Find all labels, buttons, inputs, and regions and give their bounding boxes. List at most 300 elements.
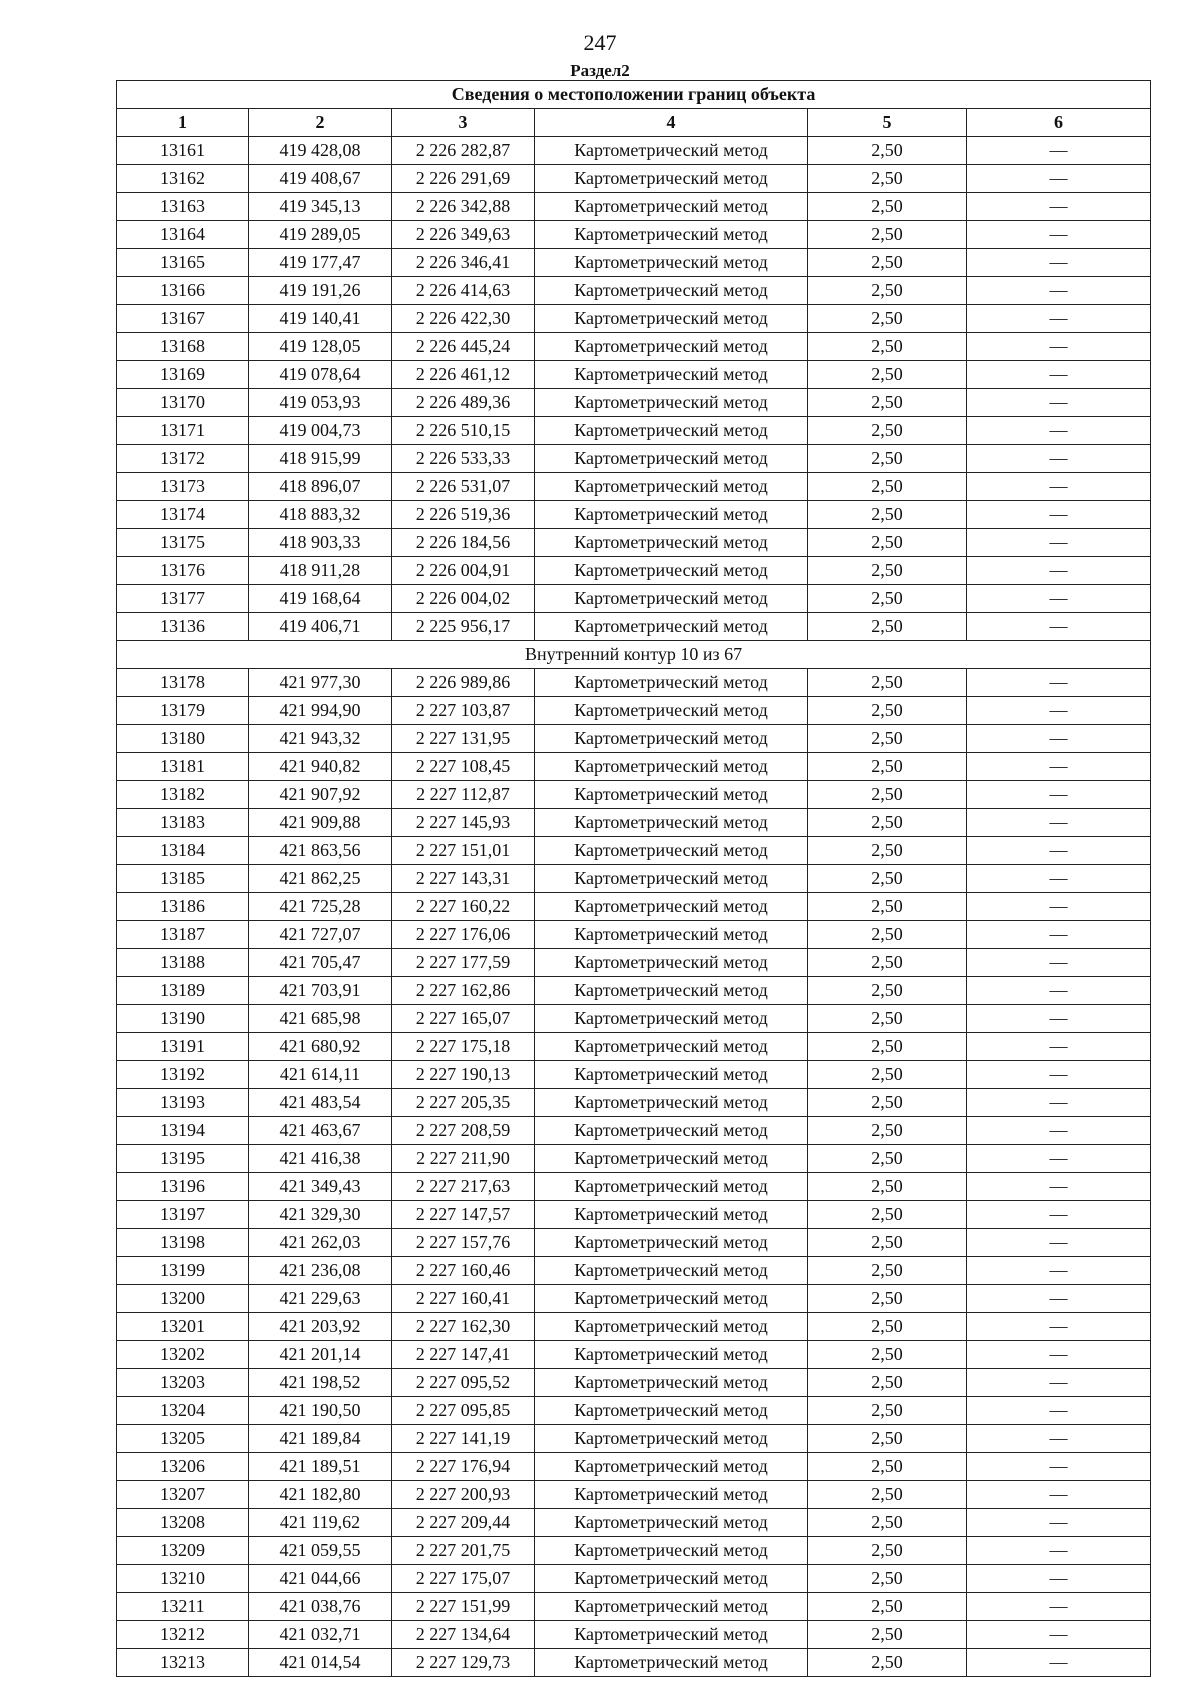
description-cell: — xyxy=(967,893,1151,921)
y-coordinate-cell: 2 227 176,06 xyxy=(392,921,535,949)
accuracy-cell: 2,50 xyxy=(808,193,967,221)
y-coordinate-cell: 2 227 112,87 xyxy=(392,781,535,809)
x-coordinate-cell: 421 685,98 xyxy=(249,1005,392,1033)
point-number-cell: 13161 xyxy=(117,137,249,165)
accuracy-cell: 2,50 xyxy=(808,1117,967,1145)
method-cell: Картометрический метод xyxy=(535,1537,808,1565)
x-coordinate-cell: 421 198,52 xyxy=(249,1369,392,1397)
point-number-cell: 13179 xyxy=(117,697,249,725)
x-coordinate-cell: 421 203,92 xyxy=(249,1313,392,1341)
accuracy-cell: 2,50 xyxy=(808,333,967,361)
accuracy-cell: 2,50 xyxy=(808,473,967,501)
table-row xyxy=(117,949,1151,977)
table-row xyxy=(117,977,1151,1005)
x-coordinate-cell: 419 078,64 xyxy=(249,361,392,389)
x-coordinate-cell: 421 680,92 xyxy=(249,1033,392,1061)
accuracy-cell: 2,50 xyxy=(808,977,967,1005)
column-header: 3 xyxy=(392,109,535,137)
method-cell: Картометрический метод xyxy=(535,501,808,529)
y-coordinate-cell: 2 227 157,76 xyxy=(392,1229,535,1257)
description-cell: — xyxy=(967,977,1151,1005)
x-coordinate-cell: 421 032,71 xyxy=(249,1621,392,1649)
description-cell: — xyxy=(967,1621,1151,1649)
point-number-cell: 13181 xyxy=(117,753,249,781)
method-cell: Картометрический метод xyxy=(535,1117,808,1145)
table-row xyxy=(117,557,1151,585)
description-cell: — xyxy=(967,865,1151,893)
table-row xyxy=(117,753,1151,781)
method-cell: Картометрический метод xyxy=(535,137,808,165)
x-coordinate-cell: 421 262,03 xyxy=(249,1229,392,1257)
description-cell: — xyxy=(967,1649,1151,1677)
y-coordinate-cell: 2 227 134,64 xyxy=(392,1621,535,1649)
point-number-cell: 13162 xyxy=(117,165,249,193)
table-row xyxy=(117,1005,1151,1033)
accuracy-cell: 2,50 xyxy=(808,1033,967,1061)
y-coordinate-cell: 2 227 095,85 xyxy=(392,1397,535,1425)
y-coordinate-cell: 2 226 004,02 xyxy=(392,585,535,613)
accuracy-cell: 2,50 xyxy=(808,669,967,697)
table-row xyxy=(117,1061,1151,1089)
x-coordinate-cell: 421 038,76 xyxy=(249,1593,392,1621)
y-coordinate-cell: 2 226 414,63 xyxy=(392,277,535,305)
description-cell: — xyxy=(967,1145,1151,1173)
y-coordinate-cell: 2 227 131,95 xyxy=(392,725,535,753)
accuracy-cell: 2,50 xyxy=(808,921,967,949)
accuracy-cell: 2,50 xyxy=(808,1201,967,1229)
point-number-cell: 13193 xyxy=(117,1089,249,1117)
description-cell: — xyxy=(967,193,1151,221)
accuracy-cell: 2,50 xyxy=(808,165,967,193)
accuracy-cell: 2,50 xyxy=(808,1257,967,1285)
table-caption: Сведения о местоположении границ объекта xyxy=(117,81,1151,109)
x-coordinate-cell: 421 994,90 xyxy=(249,697,392,725)
column-number-row xyxy=(117,109,1151,137)
accuracy-cell: 2,50 xyxy=(808,137,967,165)
accuracy-cell: 2,50 xyxy=(808,1565,967,1593)
y-coordinate-cell: 2 227 129,73 xyxy=(392,1649,535,1677)
point-number-cell: 13191 xyxy=(117,1033,249,1061)
table-row xyxy=(117,1117,1151,1145)
y-coordinate-cell: 2 227 211,90 xyxy=(392,1145,535,1173)
description-cell: — xyxy=(967,1481,1151,1509)
point-number-cell: 13189 xyxy=(117,977,249,1005)
x-coordinate-cell: 419 004,73 xyxy=(249,417,392,445)
point-number-cell: 13164 xyxy=(117,221,249,249)
description-cell: — xyxy=(967,333,1151,361)
y-coordinate-cell: 2 227 147,41 xyxy=(392,1341,535,1369)
description-cell: — xyxy=(967,529,1151,557)
y-coordinate-cell: 2 227 176,94 xyxy=(392,1453,535,1481)
y-coordinate-cell: 2 227 143,31 xyxy=(392,865,535,893)
table-row xyxy=(117,221,1151,249)
accuracy-cell: 2,50 xyxy=(808,1285,967,1313)
description-cell: — xyxy=(967,1061,1151,1089)
x-coordinate-cell: 421 703,91 xyxy=(249,977,392,1005)
description-cell: — xyxy=(967,1173,1151,1201)
accuracy-cell: 2,50 xyxy=(808,249,967,277)
table-row xyxy=(117,277,1151,305)
description-cell: — xyxy=(967,1397,1151,1425)
description-cell: — xyxy=(967,809,1151,837)
point-number-cell: 13192 xyxy=(117,1061,249,1089)
point-number-cell: 13199 xyxy=(117,1257,249,1285)
method-cell: Картометрический метод xyxy=(535,1341,808,1369)
contour-label-row xyxy=(117,641,1151,669)
y-coordinate-cell: 2 226 445,24 xyxy=(392,333,535,361)
x-coordinate-cell: 419 191,26 xyxy=(249,277,392,305)
table-row xyxy=(117,1285,1151,1313)
table-body-group-2 xyxy=(117,669,1151,1677)
method-cell: Картометрический метод xyxy=(535,865,808,893)
point-number-cell: 13175 xyxy=(117,529,249,557)
y-coordinate-cell: 2 227 147,57 xyxy=(392,1201,535,1229)
accuracy-cell: 2,50 xyxy=(808,1229,967,1257)
y-coordinate-cell: 2 227 209,44 xyxy=(392,1509,535,1537)
section-title: Раздел2 xyxy=(570,61,630,80)
table-row xyxy=(117,1481,1151,1509)
description-cell: — xyxy=(967,501,1151,529)
point-number-cell: 13213 xyxy=(117,1649,249,1677)
table-row xyxy=(117,1537,1151,1565)
accuracy-cell: 2,50 xyxy=(808,1173,967,1201)
table-row xyxy=(117,193,1151,221)
table-row xyxy=(117,305,1151,333)
point-number-cell: 13172 xyxy=(117,445,249,473)
method-cell: Картометрический метод xyxy=(535,1481,808,1509)
method-cell: Картометрический метод xyxy=(535,277,808,305)
method-cell: Картометрический метод xyxy=(535,1145,808,1173)
table-row xyxy=(117,725,1151,753)
description-cell: — xyxy=(967,753,1151,781)
point-number-cell: 13209 xyxy=(117,1537,249,1565)
x-coordinate-cell: 419 408,67 xyxy=(249,165,392,193)
x-coordinate-cell: 421 862,25 xyxy=(249,865,392,893)
accuracy-cell: 2,50 xyxy=(808,501,967,529)
y-coordinate-cell: 2 225 956,17 xyxy=(392,613,535,641)
point-number-cell: 13166 xyxy=(117,277,249,305)
description-cell: — xyxy=(967,557,1151,585)
y-coordinate-cell: 2 227 160,41 xyxy=(392,1285,535,1313)
description-cell: — xyxy=(967,417,1151,445)
point-number-cell: 13210 xyxy=(117,1565,249,1593)
description-cell: — xyxy=(967,389,1151,417)
y-coordinate-cell: 2 227 145,93 xyxy=(392,809,535,837)
description-cell: — xyxy=(967,1229,1151,1257)
description-cell: — xyxy=(967,1201,1151,1229)
x-coordinate-cell: 418 903,33 xyxy=(249,529,392,557)
y-coordinate-cell: 2 227 177,59 xyxy=(392,949,535,977)
table-row xyxy=(117,1593,1151,1621)
description-cell: — xyxy=(967,249,1151,277)
description-cell: — xyxy=(967,445,1151,473)
description-cell: — xyxy=(967,1537,1151,1565)
y-coordinate-cell: 2 226 461,12 xyxy=(392,361,535,389)
table-row xyxy=(117,333,1151,361)
method-cell: Картометрический метод xyxy=(535,1621,808,1649)
description-cell: — xyxy=(967,921,1151,949)
table-row xyxy=(117,137,1151,165)
point-number-cell: 13167 xyxy=(117,305,249,333)
y-coordinate-cell: 2 227 151,99 xyxy=(392,1593,535,1621)
accuracy-cell: 2,50 xyxy=(808,1089,967,1117)
table-row xyxy=(117,1313,1151,1341)
table-row xyxy=(117,1257,1151,1285)
accuracy-cell: 2,50 xyxy=(808,697,967,725)
method-cell: Картометрический метод xyxy=(535,1257,808,1285)
table-row xyxy=(117,501,1151,529)
x-coordinate-cell: 421 236,08 xyxy=(249,1257,392,1285)
point-number-cell: 13184 xyxy=(117,837,249,865)
x-coordinate-cell: 421 940,82 xyxy=(249,753,392,781)
point-number-cell: 13185 xyxy=(117,865,249,893)
point-number-cell: 13195 xyxy=(117,1145,249,1173)
method-cell: Картометрический метод xyxy=(535,669,808,697)
description-cell: — xyxy=(967,137,1151,165)
point-number-cell: 13201 xyxy=(117,1313,249,1341)
y-coordinate-cell: 2 227 205,35 xyxy=(392,1089,535,1117)
y-coordinate-cell: 2 226 510,15 xyxy=(392,417,535,445)
method-cell: Картометрический метод xyxy=(535,613,808,641)
y-coordinate-cell: 2 227 108,45 xyxy=(392,753,535,781)
accuracy-cell: 2,50 xyxy=(808,753,967,781)
x-coordinate-cell: 421 189,84 xyxy=(249,1425,392,1453)
point-number-cell: 13136 xyxy=(117,613,249,641)
accuracy-cell: 2,50 xyxy=(808,893,967,921)
method-cell: Картометрический метод xyxy=(535,1285,808,1313)
method-cell: Картометрический метод xyxy=(535,361,808,389)
description-cell: — xyxy=(967,1565,1151,1593)
method-cell: Картометрический метод xyxy=(535,249,808,277)
x-coordinate-cell: 421 705,47 xyxy=(249,949,392,977)
point-number-cell: 13165 xyxy=(117,249,249,277)
y-coordinate-cell: 2 226 519,36 xyxy=(392,501,535,529)
point-number-cell: 13205 xyxy=(117,1425,249,1453)
point-number-cell: 13202 xyxy=(117,1341,249,1369)
column-header: 6 xyxy=(967,109,1151,137)
accuracy-cell: 2,50 xyxy=(808,865,967,893)
method-cell: Картометрический метод xyxy=(535,1453,808,1481)
point-number-cell: 13190 xyxy=(117,1005,249,1033)
method-cell: Картометрический метод xyxy=(535,389,808,417)
description-cell: — xyxy=(967,361,1151,389)
description-cell: — xyxy=(967,221,1151,249)
contour-label: Внутренний контур 10 из 67 xyxy=(117,641,1151,669)
x-coordinate-cell: 421 182,80 xyxy=(249,1481,392,1509)
table-row xyxy=(117,1173,1151,1201)
point-number-cell: 13174 xyxy=(117,501,249,529)
method-cell: Картометрический метод xyxy=(535,557,808,585)
column-header: 4 xyxy=(535,109,808,137)
method-cell: Картометрический метод xyxy=(535,1229,808,1257)
point-number-cell: 13171 xyxy=(117,417,249,445)
y-coordinate-cell: 2 227 141,19 xyxy=(392,1425,535,1453)
y-coordinate-cell: 2 226 533,33 xyxy=(392,445,535,473)
accuracy-cell: 2,50 xyxy=(808,585,967,613)
x-coordinate-cell: 418 915,99 xyxy=(249,445,392,473)
x-coordinate-cell: 421 189,51 xyxy=(249,1453,392,1481)
x-coordinate-cell: 421 349,43 xyxy=(249,1173,392,1201)
table-row xyxy=(117,417,1151,445)
method-cell: Картометрический метод xyxy=(535,1173,808,1201)
x-coordinate-cell: 419 428,08 xyxy=(249,137,392,165)
x-coordinate-cell: 419 140,41 xyxy=(249,305,392,333)
y-coordinate-cell: 2 227 162,86 xyxy=(392,977,535,1005)
point-number-cell: 13212 xyxy=(117,1621,249,1649)
x-coordinate-cell: 421 907,92 xyxy=(249,781,392,809)
point-number-cell: 13169 xyxy=(117,361,249,389)
y-coordinate-cell: 2 226 531,07 xyxy=(392,473,535,501)
x-coordinate-cell: 418 911,28 xyxy=(249,557,392,585)
method-cell: Картометрический метод xyxy=(535,1089,808,1117)
y-coordinate-cell: 2 227 165,07 xyxy=(392,1005,535,1033)
y-coordinate-cell: 2 227 095,52 xyxy=(392,1369,535,1397)
y-coordinate-cell: 2 227 175,18 xyxy=(392,1033,535,1061)
x-coordinate-cell: 419 345,13 xyxy=(249,193,392,221)
accuracy-cell: 2,50 xyxy=(808,837,967,865)
method-cell: Картометрический метод xyxy=(535,305,808,333)
method-cell: Картометрический метод xyxy=(535,193,808,221)
table-row xyxy=(117,585,1151,613)
y-coordinate-cell: 2 226 422,30 xyxy=(392,305,535,333)
table-row xyxy=(117,1453,1151,1481)
x-coordinate-cell: 418 883,32 xyxy=(249,501,392,529)
table-caption-row xyxy=(117,81,1151,109)
point-number-cell: 13186 xyxy=(117,893,249,921)
description-cell: — xyxy=(967,1257,1151,1285)
x-coordinate-cell: 421 943,32 xyxy=(249,725,392,753)
description-cell: — xyxy=(967,613,1151,641)
description-cell: — xyxy=(967,1117,1151,1145)
table-row xyxy=(117,893,1151,921)
description-cell: — xyxy=(967,781,1151,809)
method-cell: Картометрический метод xyxy=(535,221,808,249)
table-header xyxy=(117,81,1151,137)
description-cell: — xyxy=(967,473,1151,501)
x-coordinate-cell: 421 229,63 xyxy=(249,1285,392,1313)
accuracy-cell: 2,50 xyxy=(808,417,967,445)
method-cell: Картометрический метод xyxy=(535,1397,808,1425)
method-cell: Картометрический метод xyxy=(535,949,808,977)
x-coordinate-cell: 419 053,93 xyxy=(249,389,392,417)
x-coordinate-cell: 421 059,55 xyxy=(249,1537,392,1565)
accuracy-cell: 2,50 xyxy=(808,725,967,753)
table-row xyxy=(117,529,1151,557)
point-number-cell: 13211 xyxy=(117,1593,249,1621)
table-row xyxy=(117,1089,1151,1117)
method-cell: Картометрический метод xyxy=(535,445,808,473)
x-coordinate-cell: 421 329,30 xyxy=(249,1201,392,1229)
method-cell: Картометрический метод xyxy=(535,1425,808,1453)
table-row xyxy=(117,1397,1151,1425)
description-cell: — xyxy=(967,1425,1151,1453)
accuracy-cell: 2,50 xyxy=(808,389,967,417)
y-coordinate-cell: 2 226 346,41 xyxy=(392,249,535,277)
table-row xyxy=(117,837,1151,865)
method-cell: Картометрический метод xyxy=(535,1313,808,1341)
x-coordinate-cell: 421 044,66 xyxy=(249,1565,392,1593)
table-row xyxy=(117,865,1151,893)
table-row xyxy=(117,1649,1151,1677)
method-cell: Картометрический метод xyxy=(535,1565,808,1593)
table-row xyxy=(117,445,1151,473)
x-coordinate-cell: 419 406,71 xyxy=(249,613,392,641)
description-cell: — xyxy=(967,697,1151,725)
method-cell: Картометрический метод xyxy=(535,1033,808,1061)
table-body-group-1 xyxy=(117,137,1151,641)
accuracy-cell: 2,50 xyxy=(808,1537,967,1565)
accuracy-cell: 2,50 xyxy=(808,305,967,333)
y-coordinate-cell: 2 227 151,01 xyxy=(392,837,535,865)
y-coordinate-cell: 2 226 282,87 xyxy=(392,137,535,165)
accuracy-cell: 2,50 xyxy=(808,1425,967,1453)
description-cell: — xyxy=(967,1285,1151,1313)
description-cell: — xyxy=(967,1509,1151,1537)
column-header: 5 xyxy=(808,109,967,137)
accuracy-cell: 2,50 xyxy=(808,1061,967,1089)
point-number-cell: 13177 xyxy=(117,585,249,613)
description-cell: — xyxy=(967,277,1151,305)
method-cell: Картометрический метод xyxy=(535,473,808,501)
x-coordinate-cell: 421 727,07 xyxy=(249,921,392,949)
description-cell: — xyxy=(967,1453,1151,1481)
point-number-cell: 13183 xyxy=(117,809,249,837)
accuracy-cell: 2,50 xyxy=(808,1397,967,1425)
method-cell: Картометрический метод xyxy=(535,1201,808,1229)
method-cell: Картометрический метод xyxy=(535,1005,808,1033)
point-number-cell: 13197 xyxy=(117,1201,249,1229)
table-row xyxy=(117,781,1151,809)
description-cell: — xyxy=(967,1369,1151,1397)
description-cell: — xyxy=(967,585,1151,613)
point-number-cell: 13203 xyxy=(117,1369,249,1397)
y-coordinate-cell: 2 226 291,69 xyxy=(392,165,535,193)
table-row xyxy=(117,1145,1151,1173)
point-number-cell: 13173 xyxy=(117,473,249,501)
accuracy-cell: 2,50 xyxy=(808,1649,967,1677)
x-coordinate-cell: 421 014,54 xyxy=(249,1649,392,1677)
y-coordinate-cell: 2 226 989,86 xyxy=(392,669,535,697)
method-cell: Картометрический метод xyxy=(535,977,808,1005)
table-row xyxy=(117,1565,1151,1593)
accuracy-cell: 2,50 xyxy=(808,1005,967,1033)
point-number-cell: 13208 xyxy=(117,1509,249,1537)
point-number-cell: 13182 xyxy=(117,781,249,809)
point-number-cell: 13204 xyxy=(117,1397,249,1425)
accuracy-cell: 2,50 xyxy=(808,221,967,249)
method-cell: Картометрический метод xyxy=(535,753,808,781)
accuracy-cell: 2,50 xyxy=(808,277,967,305)
method-cell: Картометрический метод xyxy=(535,725,808,753)
method-cell: Картометрический метод xyxy=(535,417,808,445)
table-row xyxy=(117,1509,1151,1537)
method-cell: Картометрический метод xyxy=(535,333,808,361)
description-cell: — xyxy=(967,1341,1151,1369)
y-coordinate-cell: 2 227 103,87 xyxy=(392,697,535,725)
x-coordinate-cell: 419 177,47 xyxy=(249,249,392,277)
point-number-cell: 13200 xyxy=(117,1285,249,1313)
accuracy-cell: 2,50 xyxy=(808,1341,967,1369)
method-cell: Картометрический метод xyxy=(535,893,808,921)
x-coordinate-cell: 421 119,62 xyxy=(249,1509,392,1537)
point-number-cell: 13187 xyxy=(117,921,249,949)
table-row xyxy=(117,921,1151,949)
y-coordinate-cell: 2 226 004,91 xyxy=(392,557,535,585)
description-cell: — xyxy=(967,669,1151,697)
point-number-cell: 13207 xyxy=(117,1481,249,1509)
method-cell: Картометрический метод xyxy=(535,1509,808,1537)
y-coordinate-cell: 2 226 184,56 xyxy=(392,529,535,557)
